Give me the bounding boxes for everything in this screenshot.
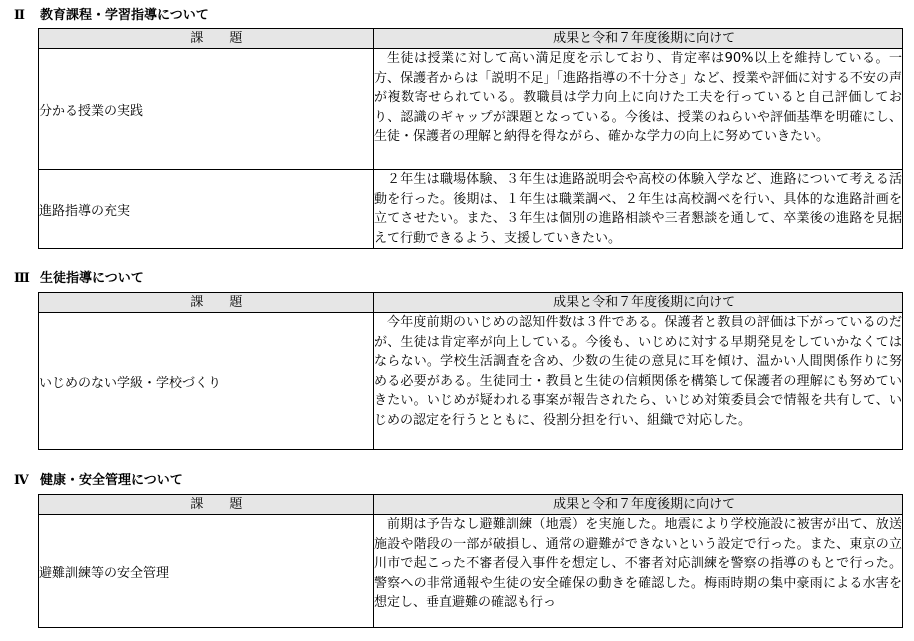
section-heading: 健康・安全管理について <box>40 473 183 488</box>
table-header-row <box>39 29 903 49</box>
header-result: 成果と令和７年度後期に向けて <box>374 495 903 515</box>
header-topic: 課 題 <box>39 293 374 313</box>
section-number: Ⅱ <box>14 8 25 23</box>
content-cell: 今年度前期のいじめの認知件数は３件である。保護者と教員の評価は下がっているのだが、生徒は肯定率が向上している。今後も、いじめに対する早期発見をしていかなくてはならない。学校生活調査を含め、少数の生徒の意見に耳を傾け、温かい人間関係作りに努める必要がある。生徒同士・教員と生徒の信頼関係を構築して保護者の理解にも努めていきたい。いじめが疑われる事案が報告されたら、いじめ対策委員会で情報を共有して、いじめの認定を行うとともに、役割分担を行い、組織で対応した。 <box>374 313 903 450</box>
evaluation-table <box>38 292 903 450</box>
table-row <box>39 49 903 170</box>
content-cell: 前期は予告なし避難訓練（地震）を実施した。地震により学校施設に被害が出て、放送施設や階段の一部が破損し、通常の避難ができないという設定で行った。また、東京の立川市で起こった不審者侵入事件を想定し、不審者対応訓練を警察の指導のもとで行った。警察への非常通報や生徒の安全確保の動きを確認した。梅雨時期の集中豪雨による水害を想定し、垂直避難の確認も行っ <box>374 515 903 628</box>
header-result: 成果と令和７年度後期に向けて <box>374 29 903 49</box>
section-number: Ⅳ <box>14 473 29 488</box>
section-title <box>14 269 144 289</box>
section-heading: 生徒指導について <box>40 271 144 286</box>
evaluation-table <box>38 494 903 628</box>
table-header-row <box>39 495 903 515</box>
header-topic: 課 題 <box>39 495 374 515</box>
section-heading: 教育課程・学習指導について <box>40 8 209 23</box>
topic-cell: 進路指導の充実 <box>39 170 374 249</box>
topic-cell: 分かる授業の実践 <box>39 49 374 170</box>
table-row <box>39 515 903 628</box>
topic-cell: 避難訓練等の安全管理 <box>39 515 374 628</box>
header-topic: 課 題 <box>39 29 374 49</box>
table-row <box>39 170 903 249</box>
table-row <box>39 313 903 450</box>
header-result: 成果と令和７年度後期に向けて <box>374 293 903 313</box>
section-title <box>14 6 209 26</box>
evaluation-table <box>38 28 903 249</box>
section-title <box>14 471 183 491</box>
content-cell: 生徒は授業に対して高い満足度を示しており、肯定率は90%以上を維持している。一方、保護者からは「説明不足」「進路指導の不十分さ」など、授業や評価に対する不安の声が複数寄せられている。教職員は学力向上に向けた工夫を行っていると自己評価しており、認識のギャップが課題となっている。今後は、授業のねらいや評価基準を明確にし、生徒・保護者の理解と納得を得ながら、確かな学力の向上に努めていきたい。 <box>374 49 903 170</box>
table-header-row <box>39 293 903 313</box>
section-number: Ⅲ <box>14 271 30 286</box>
content-cell: ２年生は職場体験、３年生は進路説明会や高校の体験入学など、進路について考える活動を行った。後期は、１年生は職業調べ、２年生は高校調べを行い、具体的な進路計画を立てさせたい。また、３年生は個別の進路相談や三者懇談を通して、卒業後の進路を見据えて行動できるよう、支援していきたい。 <box>374 170 903 249</box>
topic-cell: いじめのない学級・学校づくり <box>39 313 374 450</box>
